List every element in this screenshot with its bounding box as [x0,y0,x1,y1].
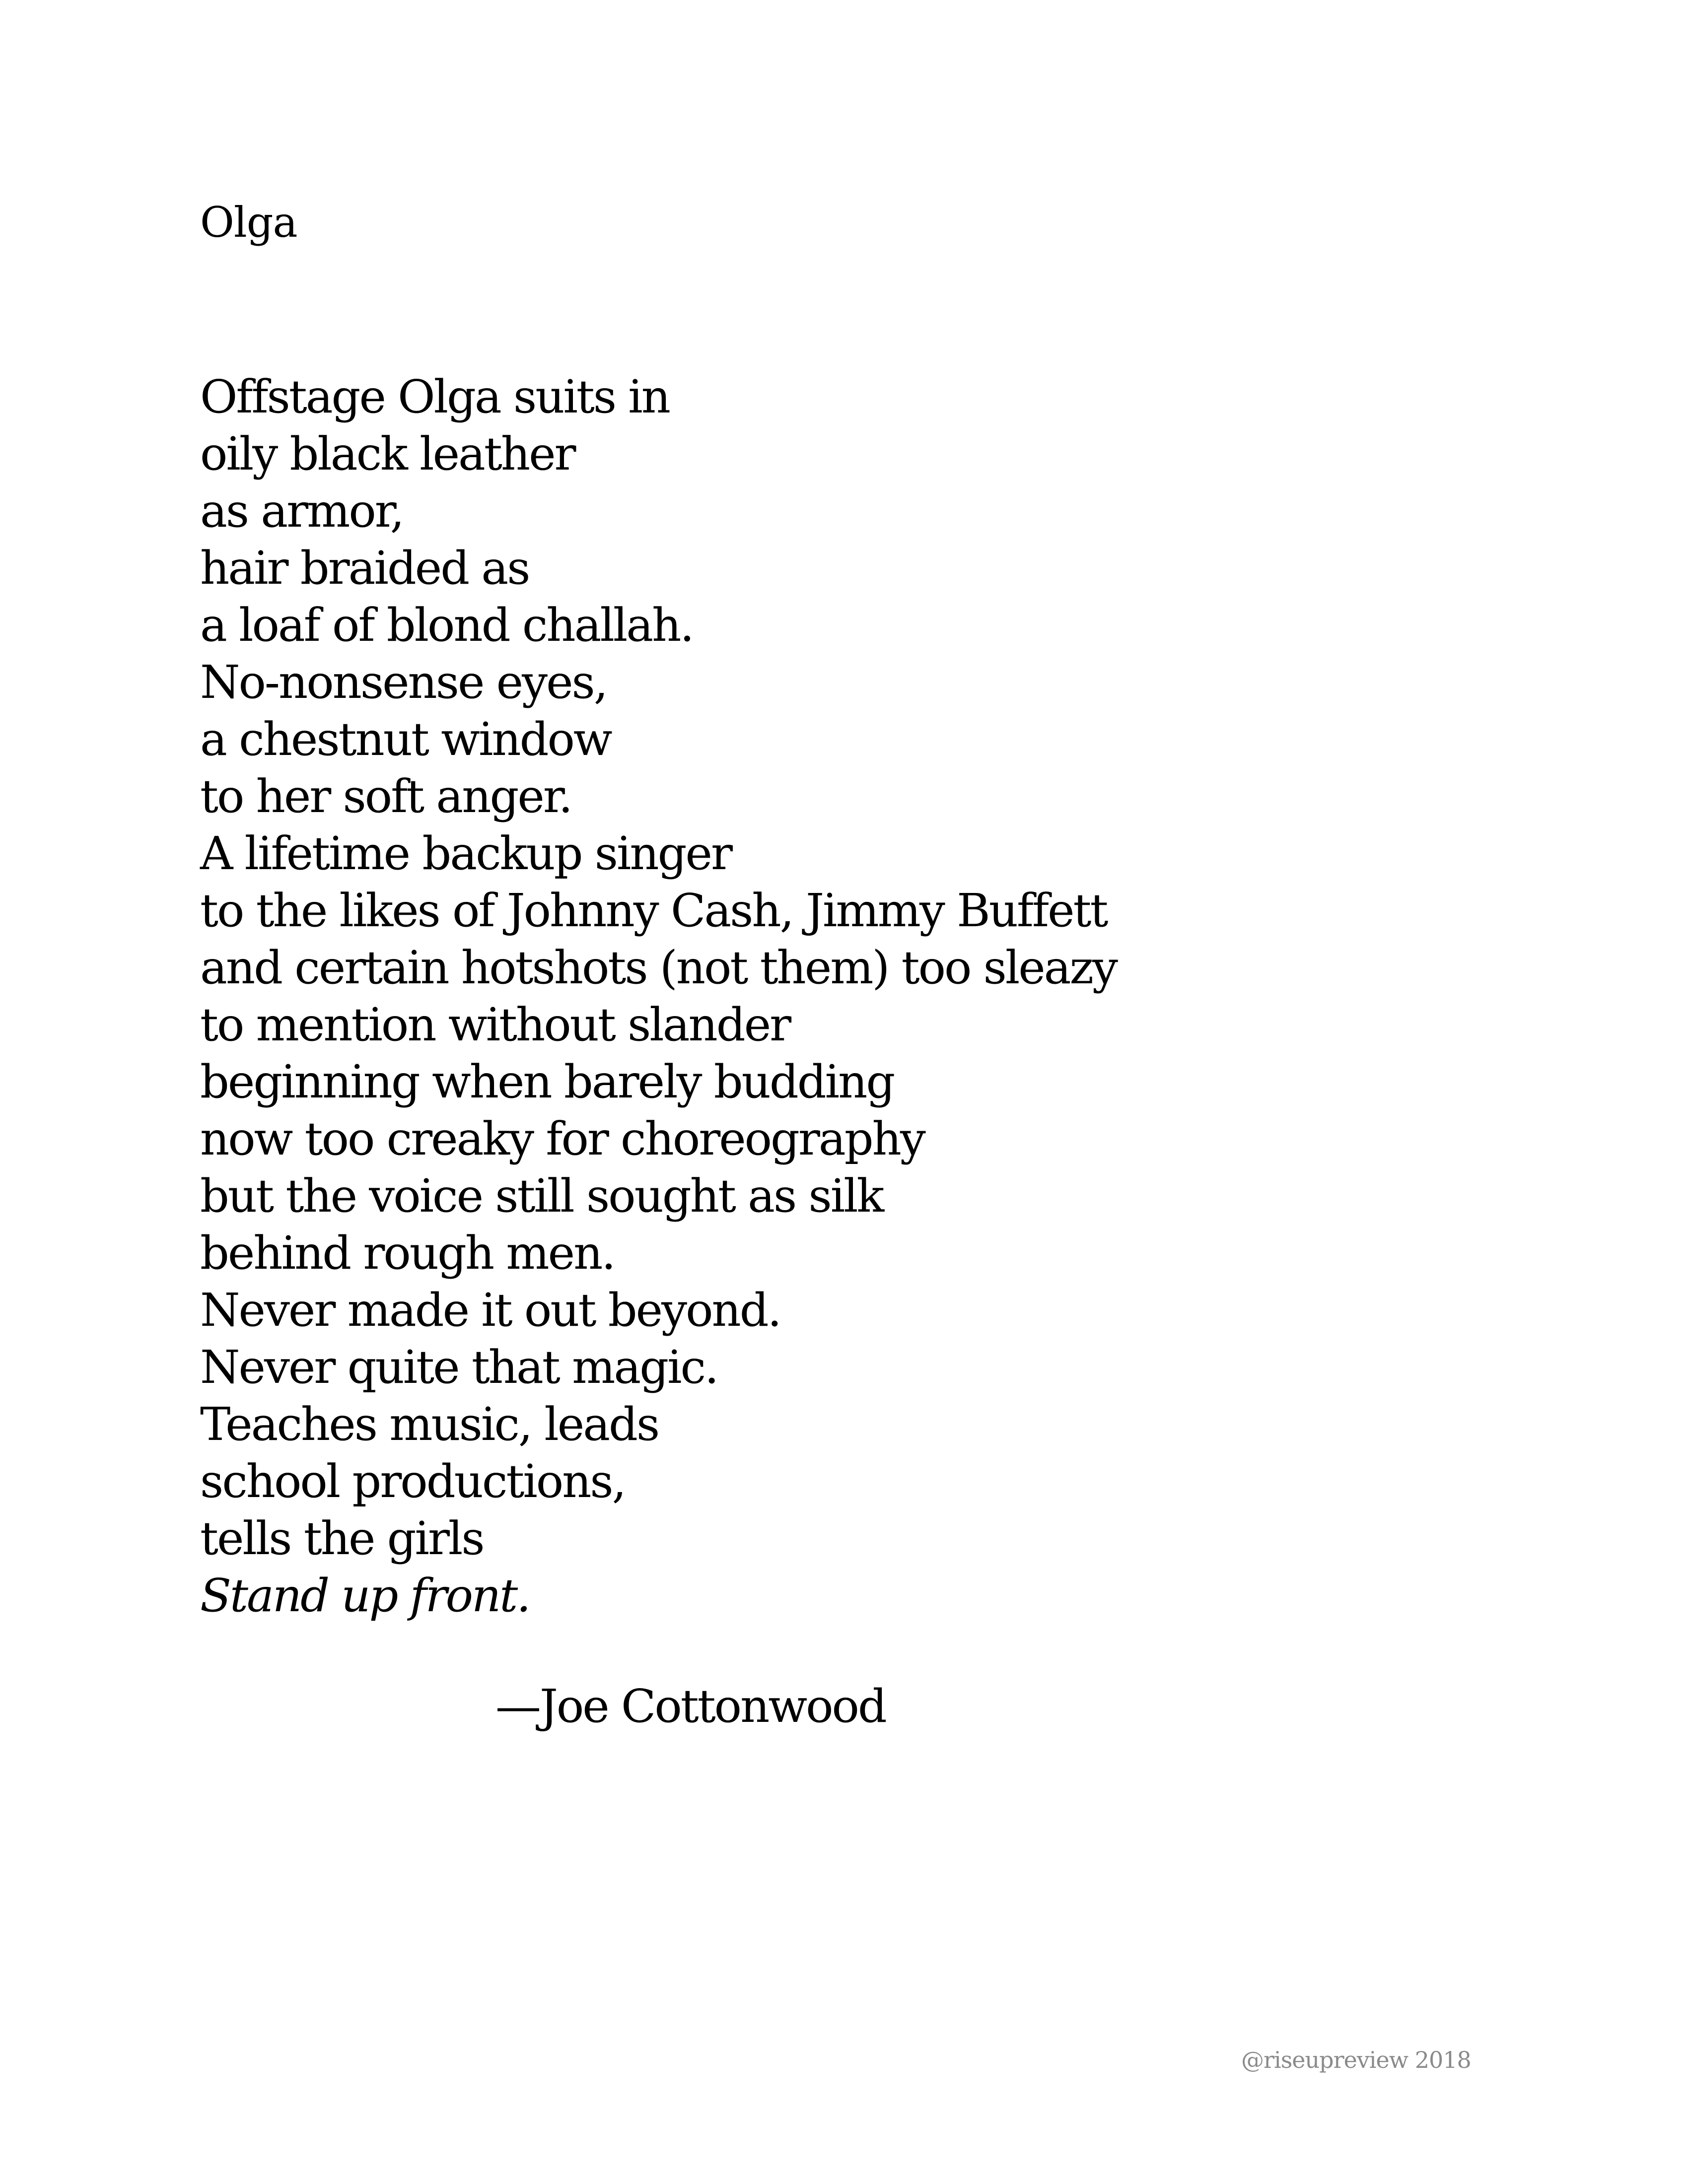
poem-line: but the voice still sought as silk [200,1169,883,1223]
poem-line: tells the girls [200,1512,484,1565]
poem-line: Never made it out beyond. [200,1284,780,1337]
poem-line: as armor, [200,484,403,538]
poem-line: A lifetime backup singer [200,827,731,880]
poem-line: now too creaky for choreography [200,1112,924,1165]
poem-line-italic: Stand up front. [200,1569,530,1622]
poem-title: Olga [200,198,297,247]
poem-line: beginning when barely budding [200,1055,894,1108]
poem-line: behind rough men. [200,1227,615,1280]
poem-line: a loaf of blond challah. [200,599,693,652]
poem-line: to her soft anger. [200,770,571,823]
poem-line: No-nonsense eyes, [200,656,607,709]
poem-line: to mention without slander [200,998,790,1051]
poem-line: to the likes of Johnny Cash, Jimmy Buffett [200,884,1107,937]
poem-line: a chestnut window [200,713,611,766]
author-attribution: —Joe Cottonwood [495,1680,886,1733]
watermark: @riseupreview 2018 [1241,2047,1471,2073]
poem-line: Offstage Olga suits in [200,370,669,423]
poem-body [200,368,1117,1624]
poem-line: oily black leather [200,427,575,480]
poem-line: school productions, [200,1455,625,1508]
poem-line: and certain hotshots (not them) too sleazy [200,941,1117,994]
poem-line: Never quite that magic. [200,1341,718,1394]
poem-line: hair braided as [200,542,529,595]
poem-line: Teaches music, leads [200,1398,659,1451]
